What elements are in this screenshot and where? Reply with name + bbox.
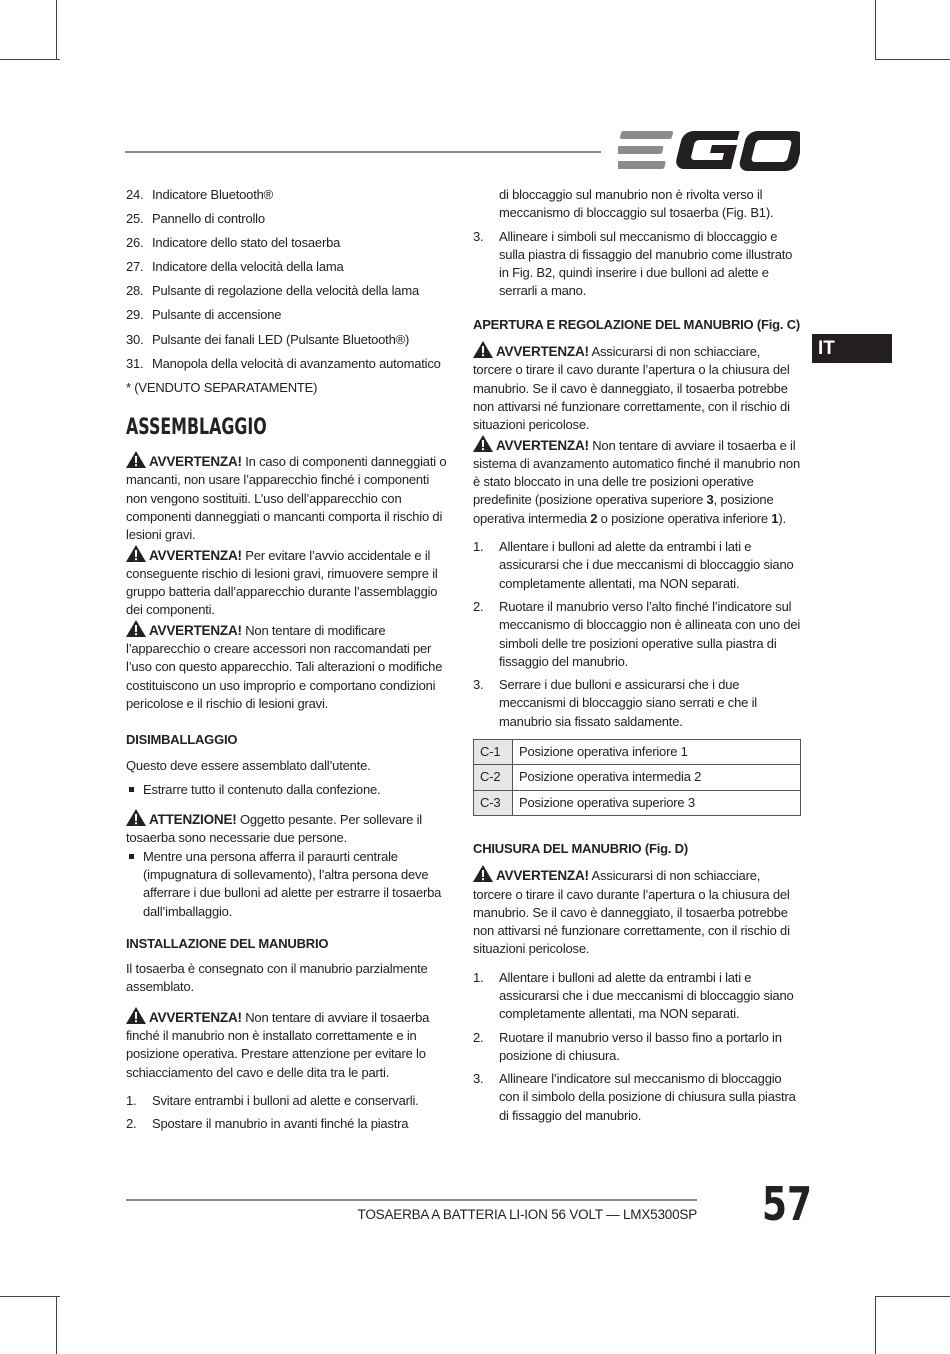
right-column [473,186,801,1130]
list-item: 2. Spostare il manubrio in avanti finché la piastra [126,1116,409,1132]
handle-open-heading: APERTURA E REGOLAZIONE DEL MANUBRIO (Fig. C) [473,316,801,332]
handle-install-steps [126,1092,452,1134]
handle-install-heading: INSTALLAZIONE DEL MANUBRIO [126,935,329,951]
list-item: 28. Pulsante di regolazione della velocità della lama [126,283,419,299]
unpacking-heading: DISIMBALLAGGIO [126,732,238,748]
handle-install-steps-cont [473,186,801,301]
crop-mark [875,59,950,60]
left-column [126,186,452,1139]
list-item: 25. Pannello di controllo [126,211,265,227]
warning-icon [473,435,493,452]
handle-close-steps [473,969,801,1125]
unpacking-intro: Questo deve essere assemblato dall’utente. [126,757,371,773]
list-item: 30. Pulsante dei fanali LED (Pulsante Bluetooth®) [126,331,410,347]
list-item: 24. Indicatore Bluetooth® [126,187,274,202]
list-item: 3. Allineare l’indicatore sul meccanismo di bloccaggio con il simbolo della posizione di chiusura sulla piastra di fissaggio del manubrio. [473,1071,796,1123]
crop-mark [875,1296,950,1297]
table-row: C-2 Posizione operativa intermedia 2 [474,765,801,790]
warning-icon [126,451,146,468]
warning-block: AVVERTENZA! Non tentare di avviare il tosaerba e il sistema di avanzamento automatico finché il manubrio non è stato bloccato in una delle tre posizioni operative predefinite (posizione operativa superiore 3, posizione operativa intermedia 2 o posizione operativa inferiore 1). [473,435,801,528]
list-item: 29. Pulsante di accensione [126,307,282,323]
warning-block: AVVERTENZA! Assicurarsi di non schiacciare, torcere o tirare il cavo durante l’apertura o la chiusura del manubrio. Se il cavo è danneggiato, il tosaerba potrebbe non attivarsi né funzionare correttamente, con il rischio di situazioni pericolose. [473,865,801,958]
sold-separately-note: * (VENDUTO SEPARATAMENTE) [126,379,318,395]
footer-rule [126,1199,697,1201]
warning-block: AVVERTENZA! Assicurarsi di non schiacciare, torcere o tirare il cavo durante l’apertura o la chiusura del manubrio. Se il cavo è danneggiato, il tosaerba potrebbe non attivarsi né funzionare correttamente, con il rischio di situazioni pericolose. [473,341,801,434]
list-item: di bloccaggio sul manubrio non è rivolta verso il meccanismo di bloccaggio sul tosaerba (Fig. B1). [499,187,774,221]
warning-block: AVVERTENZA! Per evitare l’avvio accidentale e il conseguente rischio di lesioni gravi, rimuovere sempre il gruppo batteria dall’apparecchio durante l’assemblaggio dei componenti. [126,545,452,620]
warning-icon [473,865,493,882]
warning-block: AVVERTENZA! In caso di componenti danneggiati o mancanti, non usare l’apparecchio finché i componenti non vengono sostituiti. L’uso dell’apparecchio con componenti danneggiati o mancanti comporta il rischio di lesioni gravi. [126,451,452,544]
list-item: 31. Manopola della velocità di avanzamento automatico [126,355,441,371]
handle-open-steps [473,538,801,731]
crop-mark [0,1296,60,1297]
warning-icon [126,620,146,637]
footer-product: TOSAERBA A BATTERIA LI-ION 56 VOLT — LMX5300SP [357,1207,697,1222]
list-item: Estrarre tutto il contenuto dalla confezione. [126,781,452,799]
language-tab: IT [812,334,892,363]
header-rule [125,151,601,153]
warning-icon [473,341,493,358]
list-item: 2. Ruotare il manubrio verso l’alto finché l’indicatore sul meccanismo di bloccaggio non è allineata con uno dei simboli delle tre posizioni operative sulla piastra di fissaggio del manubrio. [473,598,801,669]
list-item: 26. Indicatore dello stato del tosaerba [126,235,341,251]
warning-block: AVVERTENZA! Non tentare di modificare l’apparecchio o creare accessori non raccomandati per l’uso con questo apparecchio. Tali alterazioni o modifiche costituiscono un uso improprio e comportano condizioni pericolose e il rischio di lesioni gravi. [126,620,452,713]
crop-mark [56,1296,57,1354]
ego-logo [618,129,800,173]
positions-table [473,739,801,816]
list-item: 1. Svitare entrambi i bulloni ad alette e conservarli. [126,1092,419,1108]
list-item: 3. Serrare i due bulloni e assicurarsi che i due meccanismi di bloccaggio siano serrati e che il manubrio sia fissato saldamente. [473,677,757,729]
section-title: ASSEMBLAGGIO [126,415,267,441]
handle-install-intro: Il tosaerba è consegnato con il manubrio parzialmente assemblato. [126,961,428,995]
parts-list [126,186,452,373]
warning-icon [126,809,146,826]
list-item: 1. Allentare i bulloni ad alette da entrambi i lati e assicurarsi che i due meccanismi di bloccaggio siano completamente allentati, ma NON separati. [473,539,794,591]
crop-mark [56,0,57,60]
page-number: 57 [762,1177,812,1231]
crop-mark [875,0,876,60]
list-item: 2. Ruotare il manubrio verso il basso fino a portarlo in posizione di chiusura. [473,1029,782,1063]
crop-mark [0,59,60,60]
table-row: C-1 Posizione operativa inferiore 1 [474,740,801,765]
unpacking-bullets [126,781,452,799]
unpacking-bullets-2 [126,848,452,921]
list-item: Mentre una persona afferra il paraurti centrale (impugnatura di sollevamento), l’altra persona deve afferrare i due bulloni ad alette per estrarre il tosaerba dall’imballaggio. [126,848,452,921]
table-row: C-3 Posizione operativa superiore 3 [474,790,801,815]
list-item: 1. Allentare i bulloni ad alette da entrambi i lati e assicurarsi che i due meccanismi di bloccaggio siano completamente allentati, ma NON separati. [473,969,794,1022]
crop-mark [875,1296,876,1354]
list-item: 27. Indicatore della velocità della lama [126,259,344,275]
handle-close-heading: CHIUSURA DEL MANUBRIO (Fig. D) [473,840,688,856]
list-item: 3. Allineare i simboli sul meccanismo di bloccaggio e sulla piastra di fissaggio del manubrio come illustrato in Fig. B2, quindi inserire i due bulloni ad alette e serrarli a mano. [473,228,793,299]
warning-icon [126,1007,146,1024]
caution-block: ATTENZIONE! Oggetto pesante. Per sollevare il tosaerba sono necessarie due persone. [126,809,452,848]
warning-icon [126,545,146,562]
warning-block: AVVERTENZA! Non tentare di avviare il tosaerba finché il manubrio non è installato correttamente e in posizione operativa. Prestare attenzione per evitare lo schiacciamento del cavo e delle dita tra le parti. [126,1007,452,1082]
